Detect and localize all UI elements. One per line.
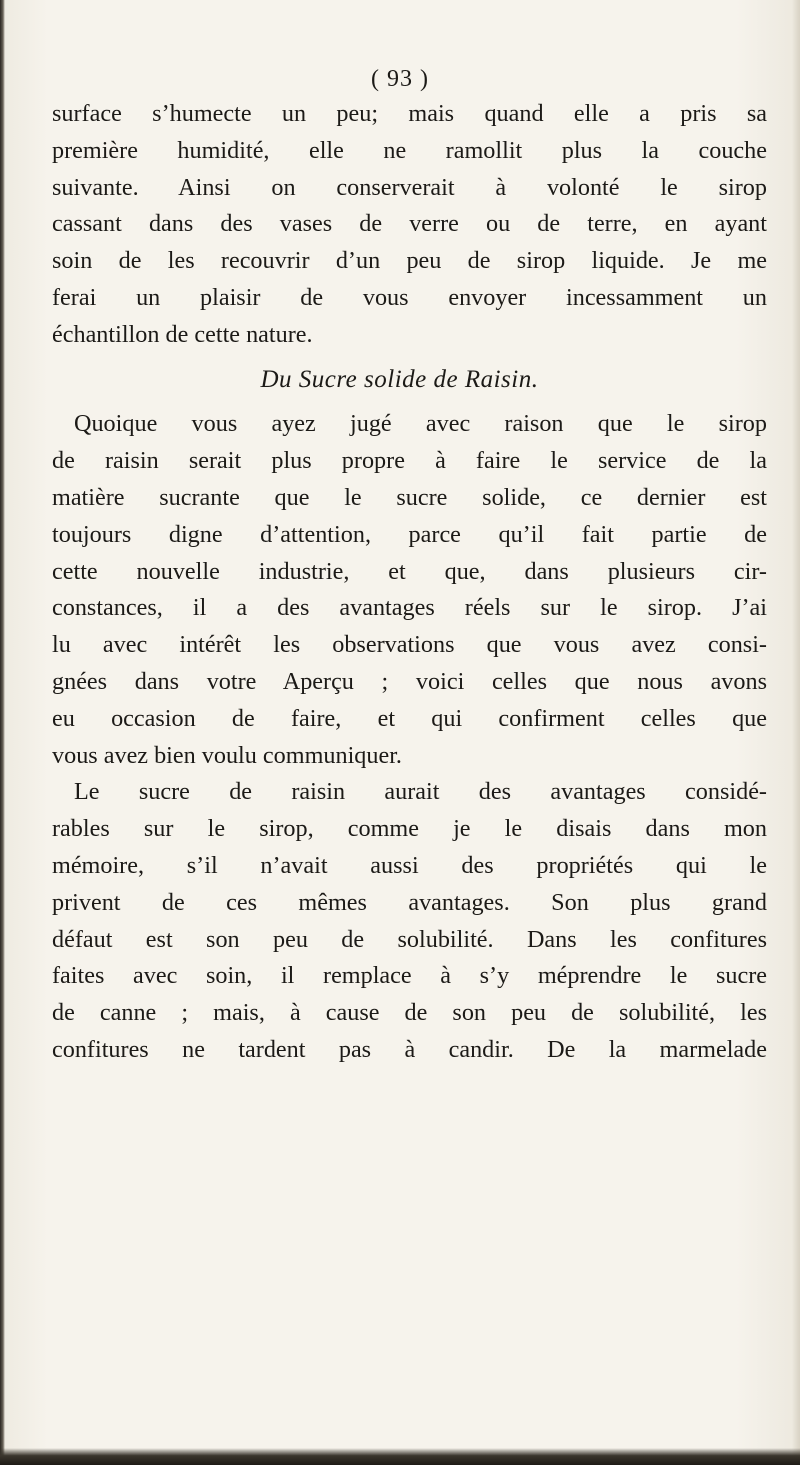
text-line: suivante. Ainsi on conserverait à volonté le sirop: [52, 173, 767, 201]
text-line: lu avec intérêt les observations que vous avez consi-: [52, 631, 767, 659]
paragraph-3: [52, 774, 767, 1068]
text-line: toujours digne d’attention, parce qu’il fait partie de: [52, 520, 767, 548]
page-binding-edge: [0, 0, 5, 1465]
text-line: rables sur le sirop, comme je le disais dans mon: [52, 815, 767, 843]
page-number: ( 93 ): [371, 66, 429, 92]
text-line: de canne ; mais, à cause de son peu de solubilité, les: [52, 999, 767, 1027]
text-line: constances, il a des avantages réels sur le sirop. J’ai: [52, 594, 767, 622]
text-line: échantillon de cette nature.: [52, 320, 313, 348]
text-line: de raisin serait plus propre à faire le service de la: [52, 447, 767, 475]
page-bottom-edge: [0, 1448, 800, 1465]
text-line: privent de ces mêmes avantages. Son plus grand: [52, 888, 767, 916]
text-line: confitures ne tardent pas à candir. De la marmelade: [52, 1035, 767, 1063]
paragraph-1: [52, 96, 767, 354]
section-heading: Du Sucre solide de Raisin.: [260, 365, 539, 393]
text-line: surface s’humecte un peu; mais quand elle a pris sa: [52, 100, 767, 127]
text-line: gnées dans votre Aperçu ; voici celles que nous avons: [52, 667, 767, 695]
text-line: mémoire, s’il n’avait aussi des propriétés qui le: [52, 851, 767, 879]
text-line: première humidité, elle ne ramollit plus la couche: [52, 136, 767, 164]
text-line: Le sucre de raisin aurait des avantages considé-: [74, 778, 767, 806]
text-line: vous avez bien voulu communiquer.: [52, 741, 402, 769]
text-line: Quoique vous ayez jugé avec raison que le sirop: [74, 410, 767, 438]
text-line: cette nouvelle industrie, et que, dans plusieurs cir-: [52, 557, 767, 585]
text-line: cassant dans des vases de verre ou de terre, en ayant: [52, 210, 767, 238]
text-line: ferai un plaisir de vous envoyer incessamment un: [52, 283, 767, 311]
text-line: soin de les recouvrir d’un peu de sirop liquide. Je me: [52, 247, 767, 275]
text-line: matière sucrante que le sucre solide, ce dernier est: [52, 483, 767, 511]
text-line: eu occasion de faire, et qui confirment celles que: [52, 704, 767, 732]
text-line: défaut est son peu de solubilité. Dans les confitures: [52, 925, 767, 953]
paragraph-2: [52, 406, 767, 774]
page-right-edge: [792, 0, 800, 1465]
text-line: faites avec soin, il remplace à s’y méprendre le sucre: [52, 962, 767, 990]
body-text: [52, 96, 767, 1069]
